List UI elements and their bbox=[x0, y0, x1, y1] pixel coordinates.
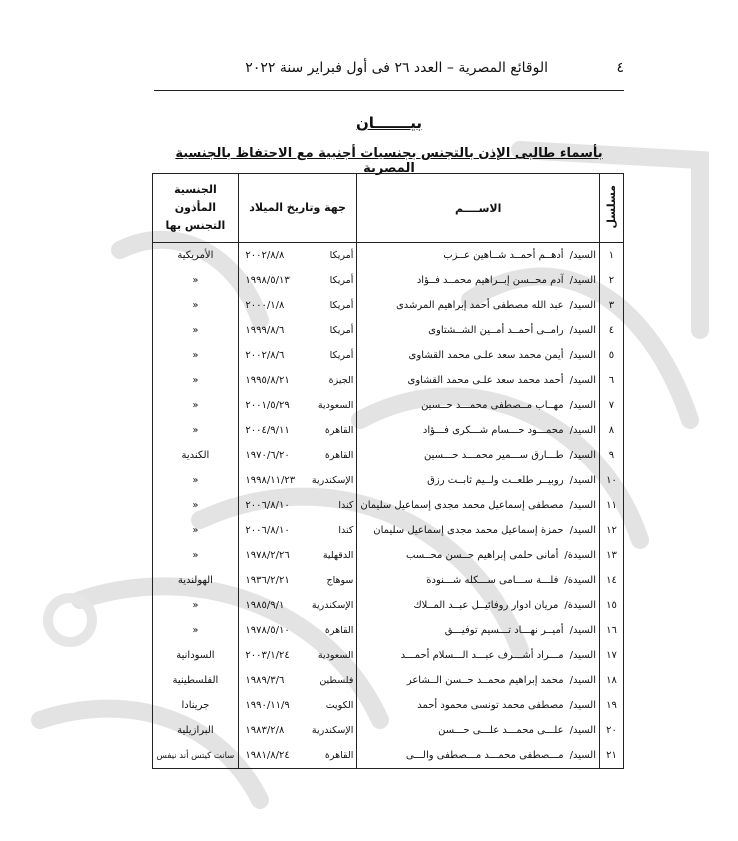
row-name-cell bbox=[357, 618, 600, 643]
row-nationality: الهولندية bbox=[153, 568, 239, 593]
row-serial: ١ bbox=[599, 243, 623, 269]
row-birth-place: الكويت bbox=[325, 700, 354, 711]
row-birth-place: فلسطين bbox=[319, 675, 354, 686]
row-honorific: السيدة/ bbox=[564, 550, 596, 561]
row-serial: ١٧ bbox=[599, 643, 623, 668]
table-row bbox=[153, 293, 624, 318]
row-name: آدم محــسن إبــراهيم محمــد فــؤاد bbox=[416, 275, 564, 286]
row-name: مصطفى إسماعيل محمد مجدى إسماعيل سليمان bbox=[360, 500, 564, 511]
row-honorific: السيد/ bbox=[569, 350, 596, 361]
table-row bbox=[153, 368, 624, 393]
table-row bbox=[153, 468, 624, 493]
row-birth-date: ١٩٨٩/٣/٦ bbox=[245, 675, 285, 686]
row-birth-cell bbox=[238, 543, 357, 568]
row-name-cell bbox=[357, 743, 600, 769]
row-birth-place: القاهرة bbox=[324, 450, 354, 461]
row-honorific: السيد/ bbox=[569, 725, 596, 736]
row-serial: ٣ bbox=[599, 293, 623, 318]
row-nationality: البرازيلية bbox=[153, 718, 239, 743]
row-birth-cell bbox=[238, 568, 357, 593]
row-birth-cell bbox=[238, 318, 357, 343]
header-nationality-line2: التجنس بها bbox=[165, 219, 226, 232]
row-birth-place: أمريكا bbox=[329, 325, 354, 336]
row-birth-cell bbox=[238, 593, 357, 618]
row-birth-place: أمريكا bbox=[329, 250, 354, 261]
row-name-cell bbox=[357, 268, 600, 293]
table-row bbox=[153, 618, 624, 643]
row-nationality: جرينادا bbox=[153, 693, 239, 718]
row-honorific: السيد/ bbox=[569, 325, 596, 336]
row-birth-place: السعودية bbox=[317, 400, 354, 411]
row-birth-cell bbox=[238, 618, 357, 643]
row-birth-place: الإسكندرية bbox=[311, 600, 354, 611]
row-birth-place: كندا bbox=[338, 525, 354, 536]
row-honorific: السيد/ bbox=[569, 425, 596, 436]
row-name: أميــر نهـــاد تـــسيم توفيـــق bbox=[444, 625, 564, 636]
row-name: عبد الله مصطفى أحمد إبراهيم المرشدى bbox=[395, 300, 564, 311]
row-serial: ٢١ bbox=[599, 743, 623, 769]
row-name: محمد إبراهيم محمــد حــسن الــشاعر bbox=[406, 675, 564, 686]
row-name-cell bbox=[357, 718, 600, 743]
row-serial: ١٥ bbox=[599, 593, 623, 618]
row-name: مريان ادوار روفائيــل عبــد المــلاك bbox=[413, 600, 559, 611]
row-honorific: السيد/ bbox=[569, 300, 596, 311]
table-row bbox=[153, 318, 624, 343]
row-honorific: السيد/ bbox=[569, 375, 596, 386]
row-serial: ٥ bbox=[599, 343, 623, 368]
row-nationality: « bbox=[153, 618, 239, 643]
row-name-cell bbox=[357, 468, 600, 493]
row-serial: ٢ bbox=[599, 268, 623, 293]
row-nationality: « bbox=[153, 468, 239, 493]
row-name-cell bbox=[357, 343, 600, 368]
row-serial: ٢٠ bbox=[599, 718, 623, 743]
row-serial: ٩ bbox=[599, 443, 623, 468]
row-name-cell bbox=[357, 368, 600, 393]
row-nationality: السودانية bbox=[153, 643, 239, 668]
row-serial: ٦ bbox=[599, 368, 623, 393]
row-name-cell bbox=[357, 543, 600, 568]
row-birth-date: ١٩٨٣/٢/٨ bbox=[245, 725, 285, 736]
row-birth-cell bbox=[238, 718, 357, 743]
header-nationality bbox=[153, 174, 239, 243]
row-nationality: « bbox=[153, 368, 239, 393]
row-serial: ١٢ bbox=[599, 518, 623, 543]
row-name: أحمد محمد سعد علـى محمد القشاوى bbox=[407, 375, 564, 386]
row-name: فلـــة ســـامى ســـكله شـــنودة bbox=[426, 575, 559, 586]
table-header-row bbox=[153, 174, 624, 243]
row-birth-place: الإسكندرية bbox=[311, 475, 354, 486]
row-birth-date: ١٩٨١/٨/٢٤ bbox=[245, 750, 290, 761]
row-birth-cell bbox=[238, 393, 357, 418]
table-row bbox=[153, 243, 624, 269]
row-nationality: « bbox=[153, 318, 239, 343]
row-birth-date: ١٩٩٨/١١/٢٣ bbox=[245, 475, 296, 486]
row-birth-cell bbox=[238, 693, 357, 718]
row-birth-place: أمريكا bbox=[329, 350, 354, 361]
row-name: أدهــم أحمــد شــاهين عــزب bbox=[443, 250, 564, 261]
row-birth-place: الإسكندرية bbox=[311, 725, 354, 736]
table-row bbox=[153, 343, 624, 368]
running-header bbox=[154, 52, 624, 84]
row-birth-cell bbox=[238, 293, 357, 318]
table-row bbox=[153, 443, 624, 468]
row-birth-place: كندا bbox=[338, 500, 354, 511]
row-birth-place: القاهرة bbox=[324, 750, 354, 761]
row-honorific: السيد/ bbox=[569, 500, 596, 511]
row-name: محمـــود حـــسام شـــكرى فـــؤاد bbox=[422, 425, 564, 436]
row-birth-place: الجيزة bbox=[328, 375, 354, 386]
row-nationality: « bbox=[153, 268, 239, 293]
issue-line: الوقائع المصرية – العدد ٢٦ فى أول فبراير سنة ٢٠٢٢ bbox=[245, 60, 548, 76]
header-name: الاســــم bbox=[357, 174, 600, 243]
row-name-cell bbox=[357, 518, 600, 543]
row-serial: ٧ bbox=[599, 393, 623, 418]
row-name: أمانى حلمى إبراهيم حــسن محــسب bbox=[405, 550, 559, 561]
row-name: روبيــر طلعــت ولــيم ثابــت رزق bbox=[427, 475, 564, 486]
row-birth-cell bbox=[238, 493, 357, 518]
row-birth-place: السعودية bbox=[317, 650, 354, 661]
row-birth-date: ١٩٧٨/٢/٢٦ bbox=[245, 550, 290, 561]
row-birth-cell bbox=[238, 518, 357, 543]
table-row bbox=[153, 693, 624, 718]
row-honorific: السيد/ bbox=[569, 450, 596, 461]
row-birth-cell bbox=[238, 643, 357, 668]
row-birth-cell bbox=[238, 268, 357, 293]
table-row bbox=[153, 393, 624, 418]
header-serial: مسلسل bbox=[599, 174, 623, 243]
page-subtitle: بأسماء طالبى الإذن بالتجنس بجنسيات أجنبية مع الاحتفاظ بالجنسية المصرية bbox=[175, 146, 603, 176]
row-name-cell bbox=[357, 393, 600, 418]
page-title: بيـــــــان bbox=[355, 114, 423, 132]
row-honorific: السيد/ bbox=[569, 700, 596, 711]
row-serial: ١٣ bbox=[599, 543, 623, 568]
row-honorific: السيد/ bbox=[569, 650, 596, 661]
row-honorific: السيد/ bbox=[569, 525, 596, 536]
table-row bbox=[153, 718, 624, 743]
row-birth-date: ١٩٩٥/٨/٢١ bbox=[245, 375, 290, 386]
row-serial: ١٨ bbox=[599, 668, 623, 693]
row-birth-date: ١٩٩٠/١١/٩ bbox=[245, 700, 290, 711]
table-row bbox=[153, 593, 624, 618]
row-birth-date: ٢٠٠٢/٨/٨ bbox=[245, 250, 285, 261]
applicants-table bbox=[152, 173, 624, 769]
row-name: علـــى محمـــد علـــى حـــسن bbox=[438, 725, 564, 736]
row-birth-date: ٢٠٠٦/٨/١٠ bbox=[245, 525, 290, 536]
row-birth-cell bbox=[238, 418, 357, 443]
row-honorific: السيد/ bbox=[569, 250, 596, 261]
row-honorific: السيد/ bbox=[569, 750, 596, 761]
row-name: أيمن محمد سعد علـى محمد القشاوى bbox=[408, 350, 564, 361]
row-name-cell bbox=[357, 693, 600, 718]
table-row bbox=[153, 668, 624, 693]
row-name: مـــراد أشـــرف عبـــد الـــسلام أحمـــد bbox=[400, 650, 564, 661]
row-birth-date: ٢٠٠٤/٩/١١ bbox=[245, 425, 290, 436]
row-serial: ١٩ bbox=[599, 693, 623, 718]
row-serial: ٤ bbox=[599, 318, 623, 343]
row-birth-cell bbox=[238, 668, 357, 693]
header-rule bbox=[154, 90, 624, 91]
table-row bbox=[153, 493, 624, 518]
row-birth-date: ١٩٧٨/٥/١٠ bbox=[245, 625, 290, 636]
row-nationality: « bbox=[153, 593, 239, 618]
row-serial: ١١ bbox=[599, 493, 623, 518]
row-birth-cell bbox=[238, 343, 357, 368]
row-birth-place: سوهاج bbox=[326, 575, 354, 586]
row-name: حمزة إسماعيل محمد مجدى إسماعيل سليمان bbox=[373, 525, 564, 536]
header-birth: جهة وتاريخ الميلاد bbox=[238, 174, 357, 243]
row-honorific: السيد/ bbox=[569, 475, 596, 486]
row-birth-cell bbox=[238, 443, 357, 468]
header-nationality-line1: الجنسية المأذون bbox=[174, 183, 217, 214]
row-honorific: السيدة/ bbox=[564, 575, 596, 586]
row-name-cell bbox=[357, 493, 600, 518]
row-name-cell bbox=[357, 668, 600, 693]
row-birth-date: ١٩٣٦/٢/٢١ bbox=[245, 575, 290, 586]
row-nationality: « bbox=[153, 343, 239, 368]
row-serial: ١٤ bbox=[599, 568, 623, 593]
row-name-cell bbox=[357, 293, 600, 318]
row-name: رامــى أحمــد أمــين الشــشتاوى bbox=[428, 325, 564, 336]
row-honorific: السيدة/ bbox=[564, 600, 596, 611]
row-birth-date: ١٩٨٥/٩/١ bbox=[245, 600, 285, 611]
row-nationality: « bbox=[153, 493, 239, 518]
row-birth-date: ٢٠٠٦/٨/١٠ bbox=[245, 500, 290, 511]
row-nationality: « bbox=[153, 418, 239, 443]
table-row bbox=[153, 568, 624, 593]
row-honorific: السيد/ bbox=[569, 275, 596, 286]
row-birth-date: ٢٠٠٠/١/٨ bbox=[245, 300, 285, 311]
table-body bbox=[153, 243, 624, 769]
row-birth-date: ١٩٧٠/٦/٢٠ bbox=[245, 450, 290, 461]
row-honorific: السيد/ bbox=[569, 675, 596, 686]
table-row bbox=[153, 418, 624, 443]
row-name: مصطفى محمد تونسى محمود أحمد bbox=[417, 700, 564, 711]
table-row bbox=[153, 743, 624, 769]
row-name: طـــارق ســـمير محمـــد حـــسين bbox=[424, 450, 564, 461]
row-honorific: السيد/ bbox=[569, 625, 596, 636]
row-name-cell bbox=[357, 418, 600, 443]
row-name: مهــاب مــصطفى محمـــد حــسين bbox=[421, 400, 564, 411]
table-row bbox=[153, 543, 624, 568]
row-nationality: الفلسطينية bbox=[153, 668, 239, 693]
row-honorific: السيد/ bbox=[569, 400, 596, 411]
row-nationality: الكندية bbox=[153, 443, 239, 468]
row-birth-cell bbox=[238, 468, 357, 493]
row-name-cell bbox=[357, 593, 600, 618]
row-birth-place: القاهرة bbox=[324, 425, 354, 436]
row-serial: ١٠ bbox=[599, 468, 623, 493]
row-name-cell bbox=[357, 643, 600, 668]
row-name-cell bbox=[357, 568, 600, 593]
table-row bbox=[153, 518, 624, 543]
row-name-cell bbox=[357, 243, 600, 269]
row-nationality: « bbox=[153, 518, 239, 543]
row-birth-place: القاهرة bbox=[324, 625, 354, 636]
table-row bbox=[153, 268, 624, 293]
row-birth-date: ٢٠٠٢/٨/٦ bbox=[245, 350, 285, 361]
row-nationality: الأمريكية bbox=[153, 243, 239, 269]
page-number: ٤ bbox=[616, 60, 624, 76]
row-serial: ١٦ bbox=[599, 618, 623, 643]
row-birth-place: أمريكا bbox=[329, 300, 354, 311]
row-nationality: « bbox=[153, 393, 239, 418]
row-birth-cell bbox=[238, 743, 357, 769]
row-name-cell bbox=[357, 443, 600, 468]
row-birth-date: ١٩٩٨/٥/١٣ bbox=[245, 275, 290, 286]
row-birth-date: ١٩٩٩/٨/٦ bbox=[245, 325, 285, 336]
row-nationality: سانت كيتس أند نيفس bbox=[153, 743, 239, 769]
row-birth-place: الدقهلية bbox=[322, 550, 354, 561]
row-birth-place: أمريكا bbox=[329, 275, 354, 286]
row-nationality: « bbox=[153, 293, 239, 318]
row-birth-cell bbox=[238, 368, 357, 393]
row-serial: ٨ bbox=[599, 418, 623, 443]
row-birth-date: ٢٠٠١/٥/٢٩ bbox=[245, 400, 290, 411]
row-birth-cell bbox=[238, 243, 357, 269]
row-nationality: « bbox=[153, 543, 239, 568]
row-birth-date: ٢٠٠٣/١/٢٤ bbox=[245, 650, 290, 661]
row-name-cell bbox=[357, 318, 600, 343]
row-name: مـــصطفى محمـــد مـــصطفى والـــى bbox=[405, 750, 564, 761]
table-row bbox=[153, 643, 624, 668]
